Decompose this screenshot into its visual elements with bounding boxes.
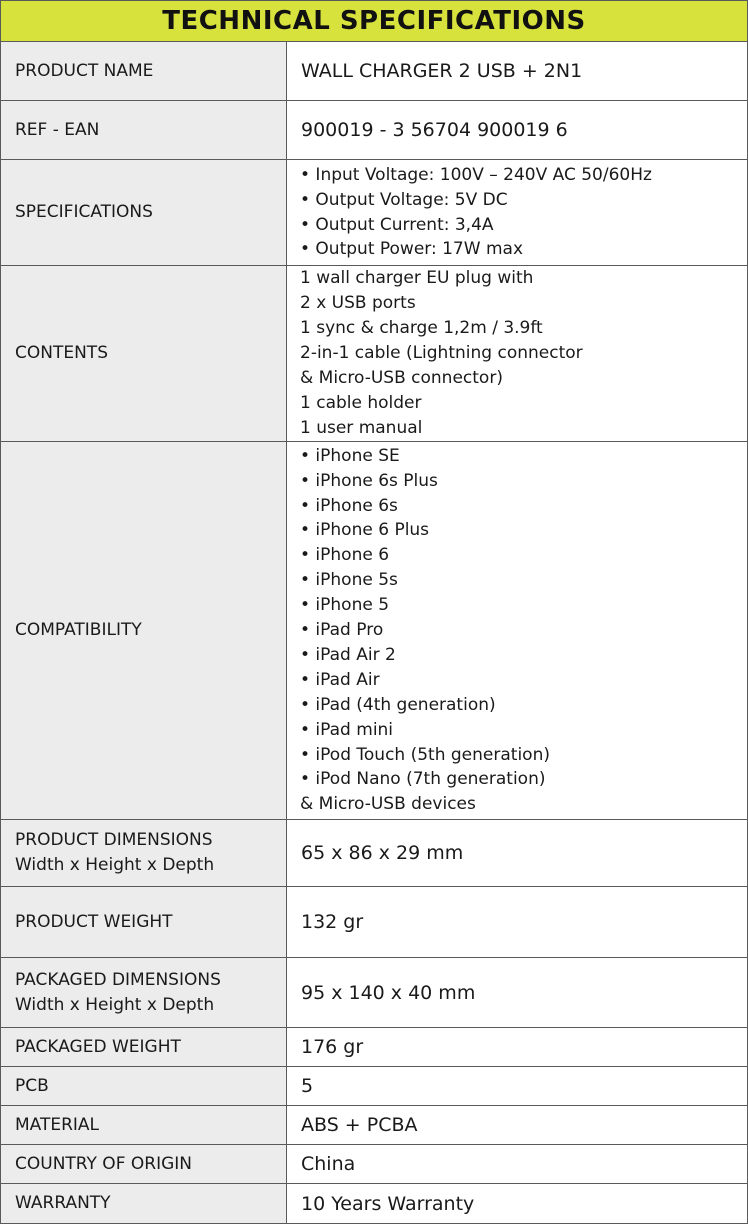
spec-row-specifications: [1, 160, 747, 266]
spec-label: [1, 1106, 287, 1144]
spec-label-line: PACKAGED DIMENSIONS: [15, 969, 221, 990]
spec-label-line: COUNTRY OF ORIGIN: [15, 1153, 192, 1174]
spec-label-line: CONTENTS: [15, 343, 108, 363]
spec-label: [1, 442, 287, 819]
spec-value: [287, 101, 747, 159]
spec-label-line: PRODUCT DIMENSIONS: [15, 830, 213, 850]
spec-value-list-item: • Output Voltage: 5V DC: [300, 189, 508, 210]
spec-value-list-item: • iPad (4th generation): [300, 694, 496, 715]
spec-value-text: 176 gr: [301, 1036, 364, 1058]
spec-row-compatibility: [1, 442, 747, 820]
spec-label: [1, 887, 287, 957]
spec-row-packaged-dimensions: [1, 958, 747, 1028]
spec-value-text: 132 gr: [301, 911, 364, 933]
spec-value: [287, 1106, 747, 1144]
spec-row-ref-ean: [1, 101, 747, 160]
spec-row-packaged-weight: [1, 1028, 747, 1067]
spec-value: [287, 1145, 747, 1183]
spec-label-line: COMPATIBILITY: [15, 620, 142, 640]
spec-value-list-item: 1 user manual: [300, 417, 423, 438]
spec-value-text: 65 x 86 x 29 mm: [301, 842, 464, 864]
spec-value: [287, 958, 747, 1027]
spec-value-list-item: • iPad Air: [300, 669, 380, 690]
spec-row-warranty: [1, 1184, 747, 1223]
spec-row-country-of-origin: [1, 1145, 747, 1184]
spec-label-line: MATERIAL: [15, 1114, 100, 1135]
spec-value-list-item: • iPhone 6s: [300, 495, 398, 516]
spec-value-list-item: • Output Current: 3,4A: [300, 214, 494, 235]
spec-label: [1, 1028, 287, 1066]
spec-value-list-item: • Output Power: 17W max: [300, 239, 524, 260]
spec-value-text: 900019 - 3 56704 900019 6: [301, 119, 568, 141]
spec-label-line: PCB: [15, 1075, 49, 1096]
spec-value-list-item: & Micro-USB devices: [300, 794, 476, 815]
spec-value: [287, 887, 747, 957]
spec-row-product-dimensions: [1, 820, 747, 887]
spec-value-list-item: • iPhone 5: [300, 595, 390, 616]
spec-row-pcb: [1, 1067, 747, 1106]
spec-value-list-item: • iPad mini: [300, 719, 394, 740]
spec-label: [1, 160, 287, 265]
spec-value-text: 5: [301, 1075, 314, 1097]
spec-label: [1, 958, 287, 1027]
spec-value: [287, 1184, 747, 1223]
spec-label: [1, 101, 287, 159]
spec-row-product-name: [1, 42, 747, 101]
spec-value-list-item: • iPhone 5s: [300, 570, 398, 591]
spec-label: [1, 266, 287, 441]
spec-value: [287, 266, 747, 441]
spec-value: [287, 442, 747, 819]
spec-value: [287, 1028, 747, 1066]
spec-value-list-item: 2-in-1 cable (Lightning connector: [300, 343, 583, 364]
spec-value-text: China: [301, 1153, 356, 1175]
spec-value-list-item: • iPod Touch (5th generation): [300, 744, 550, 765]
spec-label: [1, 820, 287, 886]
spec-value-list-item: 2 x USB ports: [300, 293, 416, 314]
spec-label: [1, 1184, 287, 1223]
spec-label: [1, 42, 287, 100]
spec-value-list-item: 1 cable holder: [300, 392, 422, 413]
spec-label-line: Width x Height x Depth: [15, 855, 215, 875]
spec-value-list-item: • iPhone 6 Plus: [300, 520, 430, 541]
spec-value: [287, 820, 747, 886]
spec-value-list-item: • iPhone SE: [300, 445, 400, 466]
spec-label-line: PRODUCT WEIGHT: [15, 911, 173, 932]
spec-label: [1, 1067, 287, 1105]
spec-label: [1, 1145, 287, 1183]
spec-value-list-item: 1 sync & charge 1,2m / 3.9ft: [300, 318, 543, 339]
spec-value: [287, 1067, 747, 1105]
spec-value-list-item: 1 wall charger EU plug with: [300, 268, 534, 289]
spec-row-contents: [1, 266, 747, 442]
spec-label-line: PACKAGED WEIGHT: [15, 1036, 181, 1057]
spec-value-text: 95 x 140 x 40 mm: [301, 981, 476, 1004]
spec-value-list-item: • iPad Pro: [300, 620, 384, 641]
spec-value-list-item: • Input Voltage: 100V – 240V AC 50/60Hz: [300, 164, 652, 185]
spec-value-list-item: • iPod Nano (7th generation): [300, 769, 546, 790]
spec-label-line: REF - EAN: [15, 119, 100, 140]
spec-value-list-item: • iPhone 6: [300, 545, 390, 566]
spec-value-list-item: & Micro-USB connector): [300, 367, 503, 388]
spec-label-line: WARRANTY: [15, 1193, 111, 1213]
spec-label-line: PRODUCT NAME: [15, 60, 154, 81]
spec-value-text: WALL CHARGER 2 USB + 2N1: [301, 60, 583, 82]
spec-value-list-item: • iPad Air 2: [300, 644, 396, 665]
spec-value: [287, 160, 747, 265]
spec-value-list-item: • iPhone 6s Plus: [300, 470, 438, 491]
spec-table: [1, 42, 747, 1223]
spec-label-line: SPECIFICATIONS: [15, 202, 153, 222]
spec-value-text: 10 Years Warranty: [301, 1192, 475, 1215]
spec-value: [287, 42, 747, 100]
spec-value-text: ABS + PCBA: [301, 1114, 418, 1136]
spec-row-product-weight: [1, 887, 747, 958]
spec-row-material: [1, 1106, 747, 1145]
spec-title: TECHNICAL SPECIFICATIONS: [1, 1, 747, 42]
spec-label-line: Width x Height x Depth: [15, 994, 215, 1015]
